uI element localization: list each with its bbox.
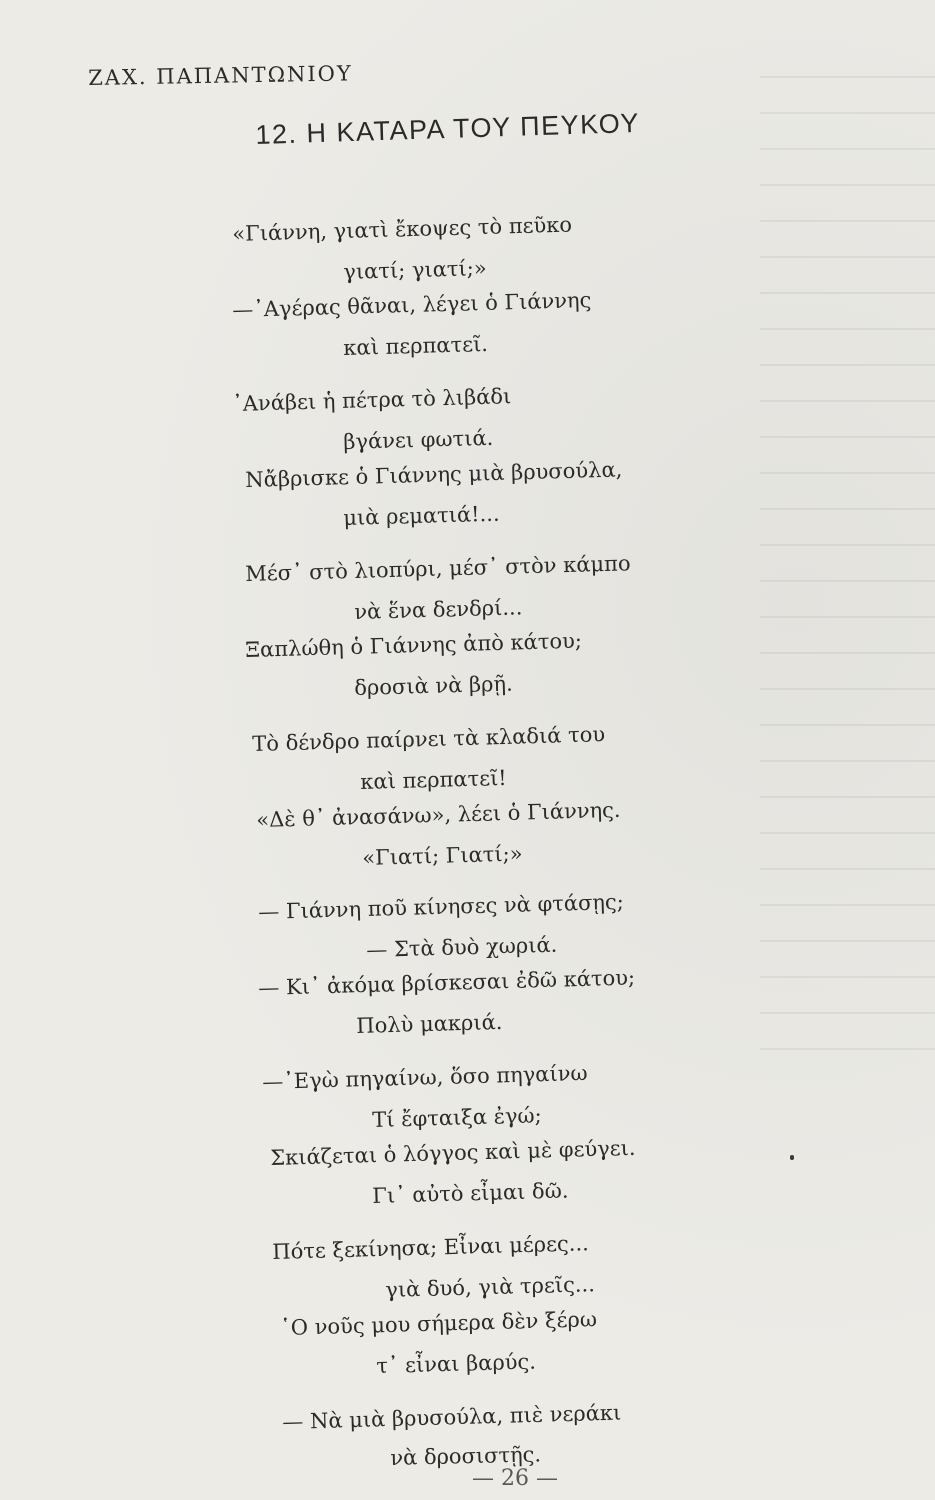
poem-line: — Γιάννη ποῦ κίνησες νὰ φτάσῃς;	[258, 889, 625, 924]
poem-line: ᾿Ανάβει ἡ πέτρα τὸ λιβάδι	[232, 384, 512, 416]
poem-line: — Κι᾿ ἀκόμα βρίσκεσαι ἐδῶ κάτου;	[258, 965, 636, 1000]
ink-speck	[790, 1155, 794, 1160]
poem-line: Γι᾿ αὐτὸ εἶμαι δῶ.	[372, 1178, 569, 1208]
poem-line: «Γιάννη, γιατὶ ἔκοψες τὸ πεῦκο	[232, 212, 573, 246]
poem-line: «Γιατί; Γιατί;»	[362, 841, 523, 870]
poem-line: τ᾿ εἶναι βαρύς.	[376, 1349, 537, 1378]
poem-line: καὶ περπατεῖ.	[343, 331, 489, 360]
poem-line: νὰ ἕνα δενδρί...	[354, 595, 523, 624]
poem-line: καὶ περπατεῖ!	[360, 765, 508, 794]
poem-line: — Νὰ μιὰ βρυσούλα, πιὲ νεράκι	[282, 1400, 622, 1434]
poem-line: γιατί; γιατί;»	[343, 255, 487, 284]
poem-line: βγάνει φωτιά.	[343, 425, 494, 454]
running-header-author: ΖΑΧ. ΠΑΠΑΝΤΩΝΙΟΥ	[88, 61, 353, 90]
poem-line: —᾿Εγὼ πηγαίνω, ὅσο πηγαίνω	[262, 1060, 588, 1094]
poem-title: 12. Η ΚΑΤΑΡΑ ΤΟΥ ΠΕΥΚΟΥ	[255, 107, 641, 150]
poem-line: Πότε ξεκίνησα; Εἶναι μέρες...	[272, 1231, 590, 1264]
poem-line: Μέσ᾿ στὸ λιοπύρι, μέσ᾿ στὸν κάμπο	[245, 551, 631, 586]
poem-line: Τί ἔφταιξα ἐγώ;	[372, 1103, 542, 1132]
poem-line: — Στὰ δυὸ χωριά.	[366, 932, 558, 962]
poem-line: γιὰ δυό, γιὰ τρεῖς...	[385, 1272, 596, 1302]
poem-line: Τὸ δένδρο παίρνει τὰ κλαδιά του	[252, 722, 606, 756]
poem-line: ῾Ο νοῦς μου σήμερα δὲν ξέρω	[280, 1307, 598, 1340]
poem-line: Ξαπλώθη ὁ Γιάννης ἀπὸ κάτου;	[245, 628, 583, 662]
poem-line: «Δὲ θ᾿ ἀνασάνω», λέει ὁ Γιάννης.	[256, 797, 621, 832]
poem-line: Πολὺ μακριά.	[356, 1009, 503, 1038]
poem-line: —᾿Αγέρας θᾶναι, λέγει ὁ Γιάννης	[232, 287, 592, 322]
page-number: — 26 —	[472, 1466, 558, 1491]
poem-line: Σκιάζεται ὁ λόγγος καὶ μὲ φεύγει.	[270, 1135, 636, 1170]
poem-line: δροσιὰ νὰ βρῇ.	[354, 671, 514, 700]
poem-line: Νἄβρισκε ὁ Γιάννης μιὰ βρυσούλα,	[245, 457, 623, 492]
poem-line: μιὰ ρεματιά!...	[343, 501, 500, 530]
poem-line: νὰ δροσιστῇς.	[390, 1442, 542, 1470]
